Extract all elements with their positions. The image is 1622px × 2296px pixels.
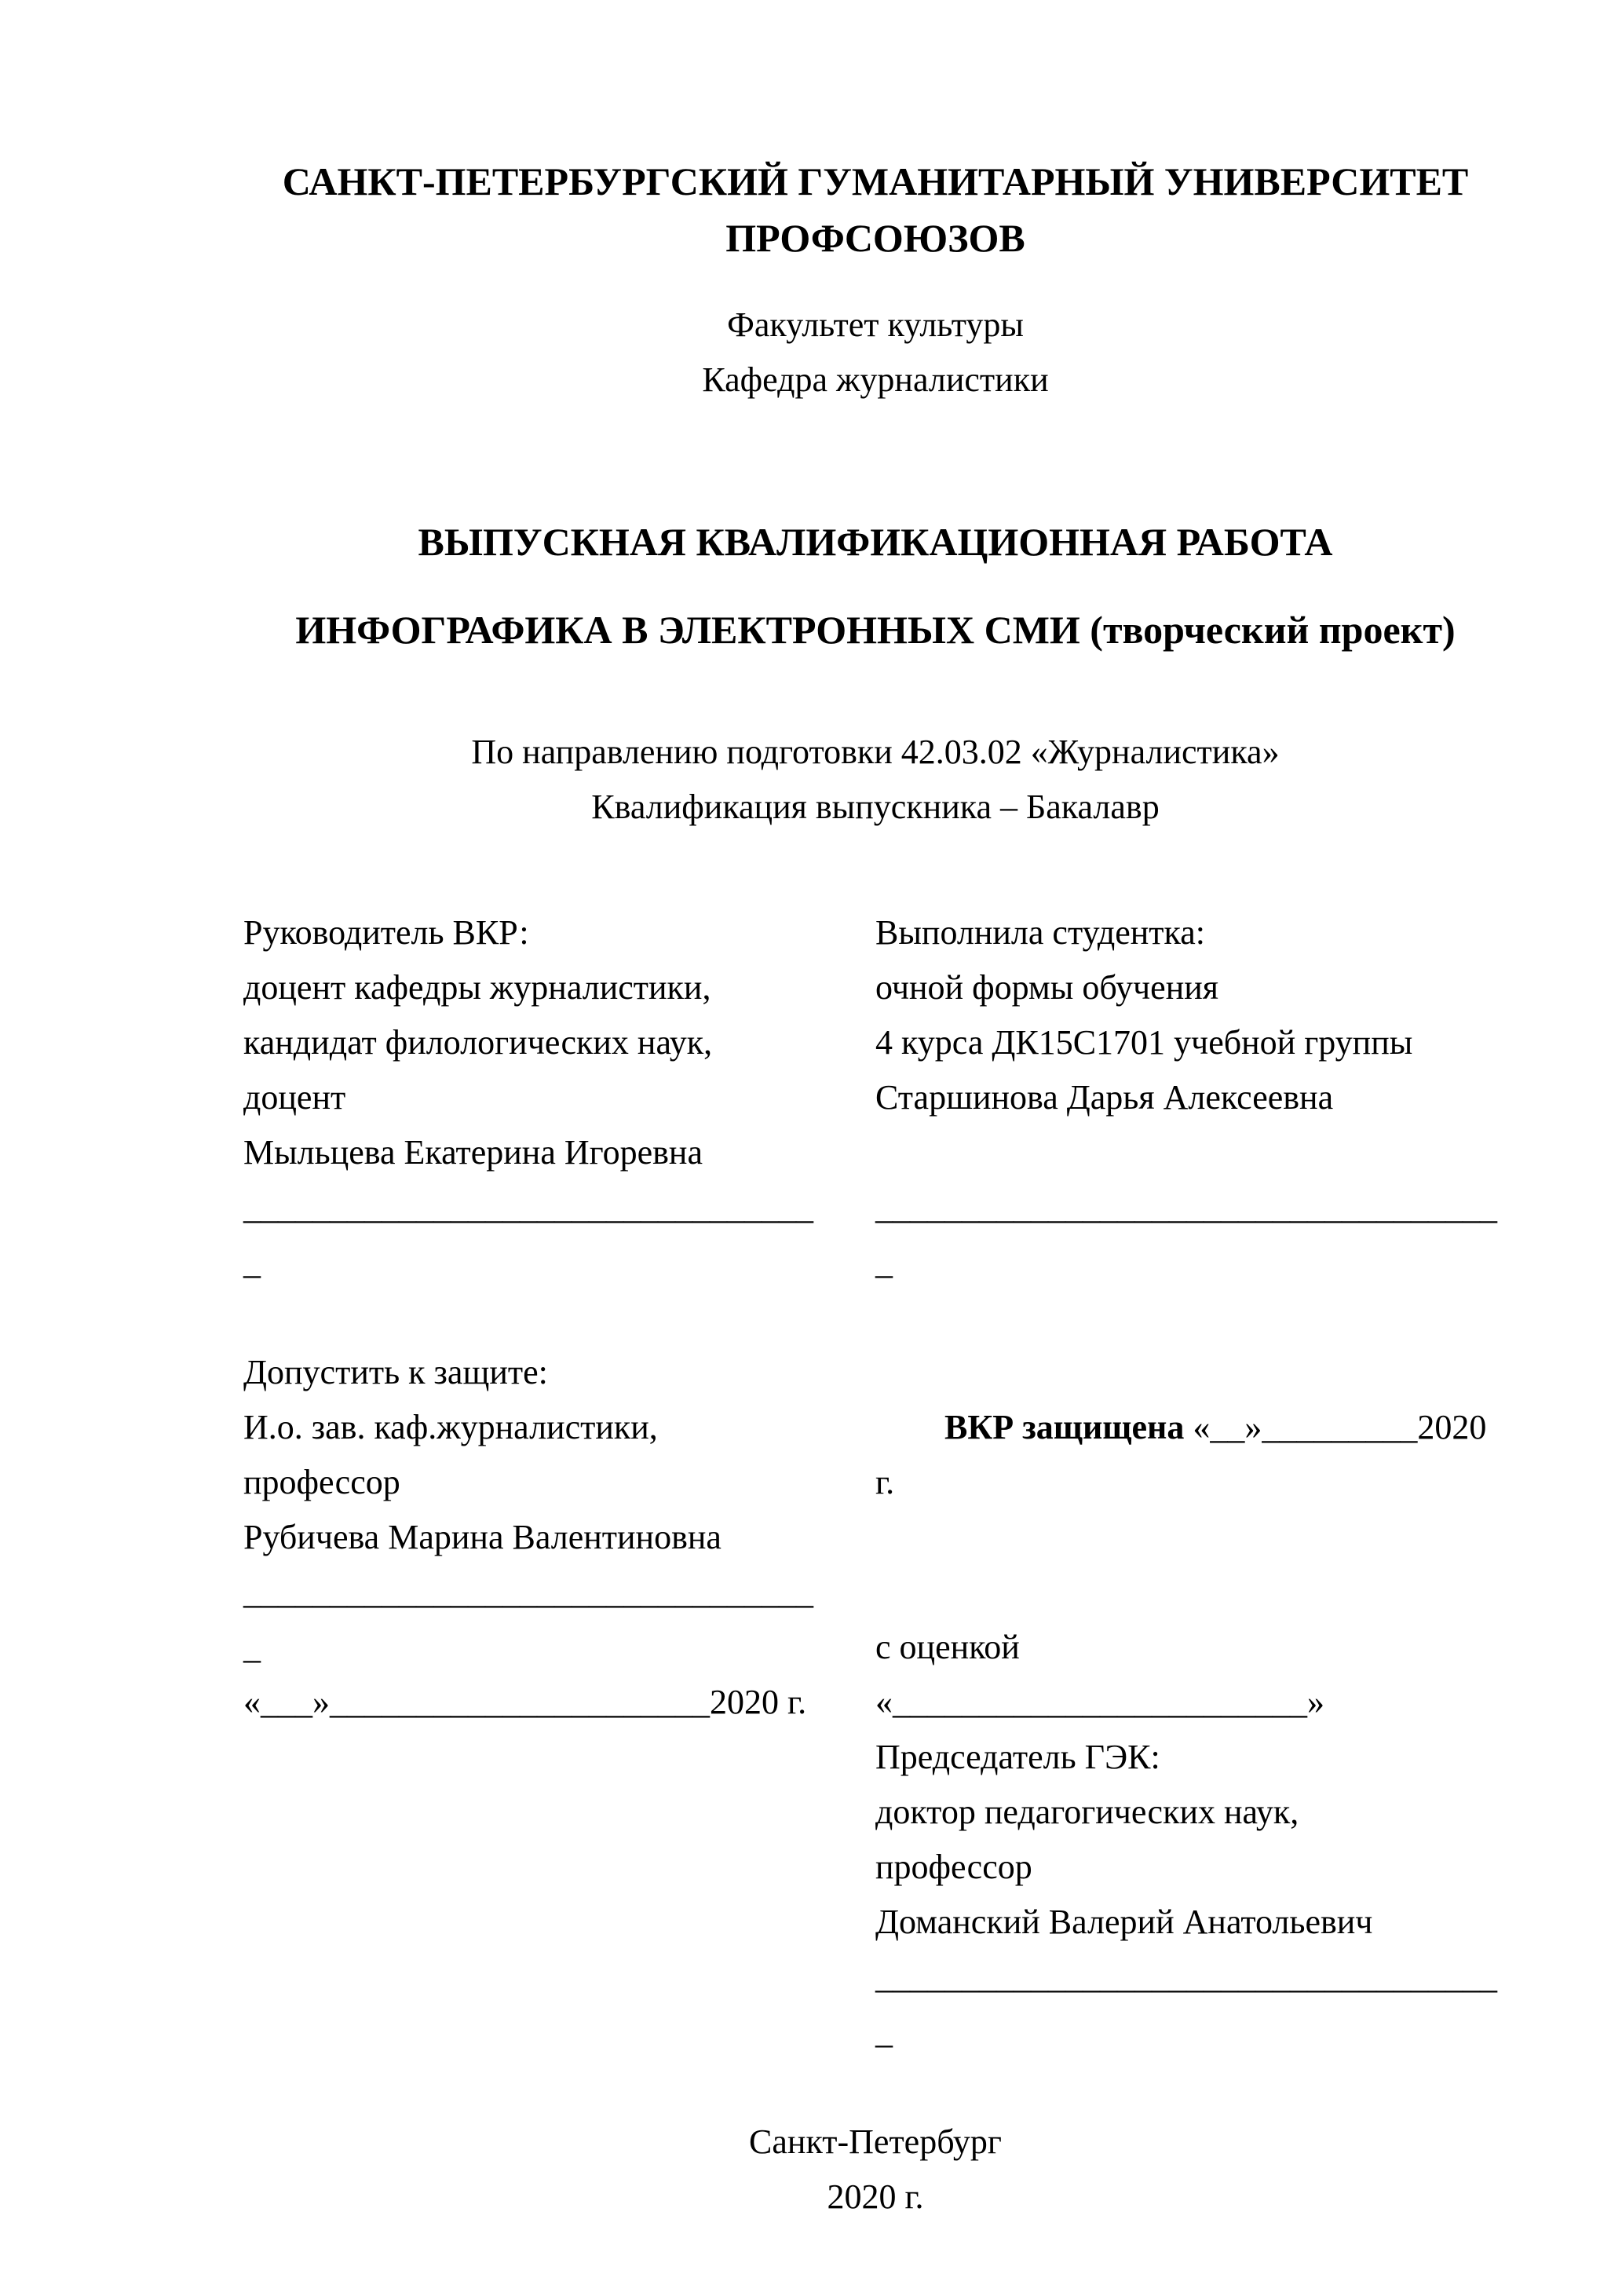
- blank-line: [875, 1290, 1507, 1345]
- spacer: [243, 266, 1507, 298]
- defended-label: ВКР защищена: [944, 1408, 1193, 1446]
- department-label: Кафедра журналистики: [702, 360, 1049, 399]
- gek-title-line: профессор: [875, 1848, 1032, 1886]
- admission-heading: Допустить к защите:: [243, 1353, 548, 1391]
- student-signature-line: ____________________________________: [875, 1188, 1497, 1227]
- defended-date-placeholder: «__»_________2020 г.: [875, 1408, 1496, 1501]
- work-type-heading: ВЫПУСКНАЯ КВАЛИФИКАЦИОННАЯ РАБОТА: [418, 520, 1333, 564]
- blank-line: [875, 1125, 1507, 1180]
- grade-blank-line: «________________________»: [875, 1683, 1324, 1721]
- gek-chair-name: Доманский Валерий Анатольевич: [875, 1903, 1373, 1941]
- admission-signature-wrap: _: [243, 1628, 261, 1666]
- advisor-signature-line: _________________________________: [243, 1188, 813, 1227]
- spacer: [243, 408, 1507, 514]
- student-heading: Выполнила студентка:: [875, 913, 1205, 952]
- spacer: [243, 658, 1507, 725]
- advisor-name: Мыльцева Екатерина Игоревна: [243, 1133, 703, 1172]
- spacer: [243, 2060, 1507, 2115]
- qualification-line: Квалификация выпускника – Бакалавр: [591, 788, 1160, 826]
- admission-name: Рубичева Марина Валентиновна: [243, 1518, 721, 1556]
- blank-line: [875, 1565, 1507, 1620]
- gek-degree-line: доктор педагогических наук,: [875, 1793, 1299, 1831]
- gek-signature-line: ____________________________________: [875, 1958, 1497, 1996]
- defended-date-line: [875, 1345, 1507, 1565]
- student-group-line: 4 курса ДК15С1701 учебной группы: [875, 1023, 1413, 1062]
- advisor-heading: Руководитель ВКР:: [243, 913, 529, 952]
- student-signature-wrap: _: [875, 1243, 893, 1281]
- spacer: [243, 835, 1507, 905]
- advisor-and-admission-column: [243, 905, 848, 1730]
- admission-signature-line: _________________________________: [243, 1573, 813, 1611]
- city-label: Санкт-Петербург: [749, 2122, 1002, 2161]
- university-name-line2: ПРОФСОЮЗОВ: [725, 216, 1025, 260]
- university-name-line1: САНКТ-ПЕТЕРБУРГСКИЙ ГУМАНИТАРНЫЙ УНИВЕРСИТЕТ: [282, 159, 1469, 203]
- thesis-title: ИНФОГРАФИКА В ЭЛЕКТРОННЫХ СМИ (творческий проект): [295, 608, 1456, 652]
- year-label: 2020 г.: [827, 2177, 924, 2216]
- advisor-position-line: доцент кафедры журналистики,: [243, 968, 711, 1007]
- spacer: [243, 570, 1507, 601]
- advisor-degree-line: кандидат филологических наук,: [243, 1023, 713, 1062]
- blank-line: [243, 1290, 848, 1345]
- direction-line: По направлению подготовки 42.03.02 «Журналистика»: [471, 733, 1280, 771]
- gek-signature-wrap: _: [875, 2013, 893, 2051]
- student-and-defense-column: [875, 905, 1507, 2060]
- admission-title-line: профессор: [243, 1463, 400, 1501]
- admission-position-line: И.о. зав. каф.журналистики,: [243, 1408, 658, 1446]
- faculty-label: Факультет культуры: [727, 305, 1024, 344]
- student-form-line: очной формы обучения: [875, 968, 1219, 1007]
- gek-chair-heading: Председатель ГЭК:: [875, 1738, 1160, 1776]
- admission-date-line: «___»______________________2020 г.: [243, 1683, 807, 1721]
- signatures-section: [243, 905, 1507, 2060]
- advisor-signature-wrap: _: [243, 1243, 261, 1281]
- grade-label: с оценкой: [875, 1628, 1020, 1666]
- student-name: Старшинова Дарья Алексеевна: [875, 1078, 1334, 1117]
- advisor-title-line: доцент: [243, 1078, 346, 1117]
